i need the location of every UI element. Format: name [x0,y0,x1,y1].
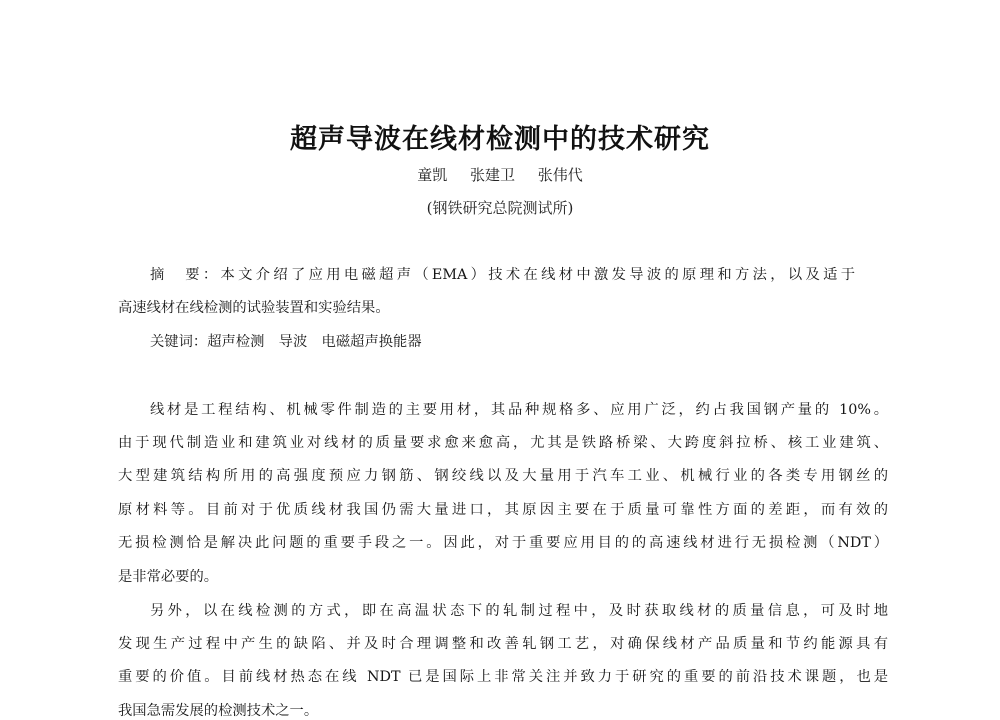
abstract-label: 摘 要： [150,267,221,283]
body-line: 是非常必要的。 [118,569,219,585]
abstract-line [150,264,855,284]
keywords-text: 超声检测 导波 电磁超声换能器 [207,334,422,350]
body-line: 另外，以在线检测的方式，即在高温状态下的轧制过程中，及时获取线材的质量信息，可及时地 [150,603,888,619]
paper-title: 超声导波在线材检测中的技术研究 [290,124,710,155]
keywords-label: 关键词： [150,334,208,350]
body-line: 发现生产过程中产生的缺陷、并及时合理调整和改善轧钢工艺，对确保线材产品质量和节约能源具有 [118,636,888,652]
keywords-line [150,331,888,351]
affiliation: (钢铁研究总院测试所) [426,199,574,217]
author-list [0,164,1000,185]
body-line: 无损检测恰是解决此问题的重要手段之一。因此，对于重要应用目的的高速线材进行无损检测（NDT） [118,535,888,551]
abstract-text: 本文介绍了应用电磁超声（EMA）技术在线材中激发导波的原理和方法，以及适于 [220,267,855,283]
body-line: 线材是工程结构、机械零件制造的主要用材，其品种规格多、应用广泛，约占我国钢产量的 10%。 [150,402,888,418]
author-name: 童凯 [417,166,448,184]
body-line: 大型建筑结构所用的高强度预应力钢筋、钢绞线以及大量用于汽车工业、机械行业的各类专用钢丝的 [118,468,888,484]
abstract-line: 高速线材在线检测的试验装置和实验结果。 [118,300,390,316]
author-name: 张伟代 [537,166,583,184]
author-name: 张建卫 [469,166,515,184]
body-line: 由于现代制造业和建筑业对线材的质量要求愈来愈高，尤其是铁路桥梁、大跨度斜拉桥、核工业建筑、 [118,435,888,451]
body-line: 我国急需发展的检测技术之一。 [118,703,319,719]
body-line: 重要的价值。目前线材热态在线 NDT 已是国际上非常关注并致力于研究的重要的前沿技术课题，也是 [118,669,888,685]
body-line: 原材料等。目前对于优质线材我国仍需大量进口，其原因主要在于质量可靠性方面的差距，而有效的 [118,502,888,518]
